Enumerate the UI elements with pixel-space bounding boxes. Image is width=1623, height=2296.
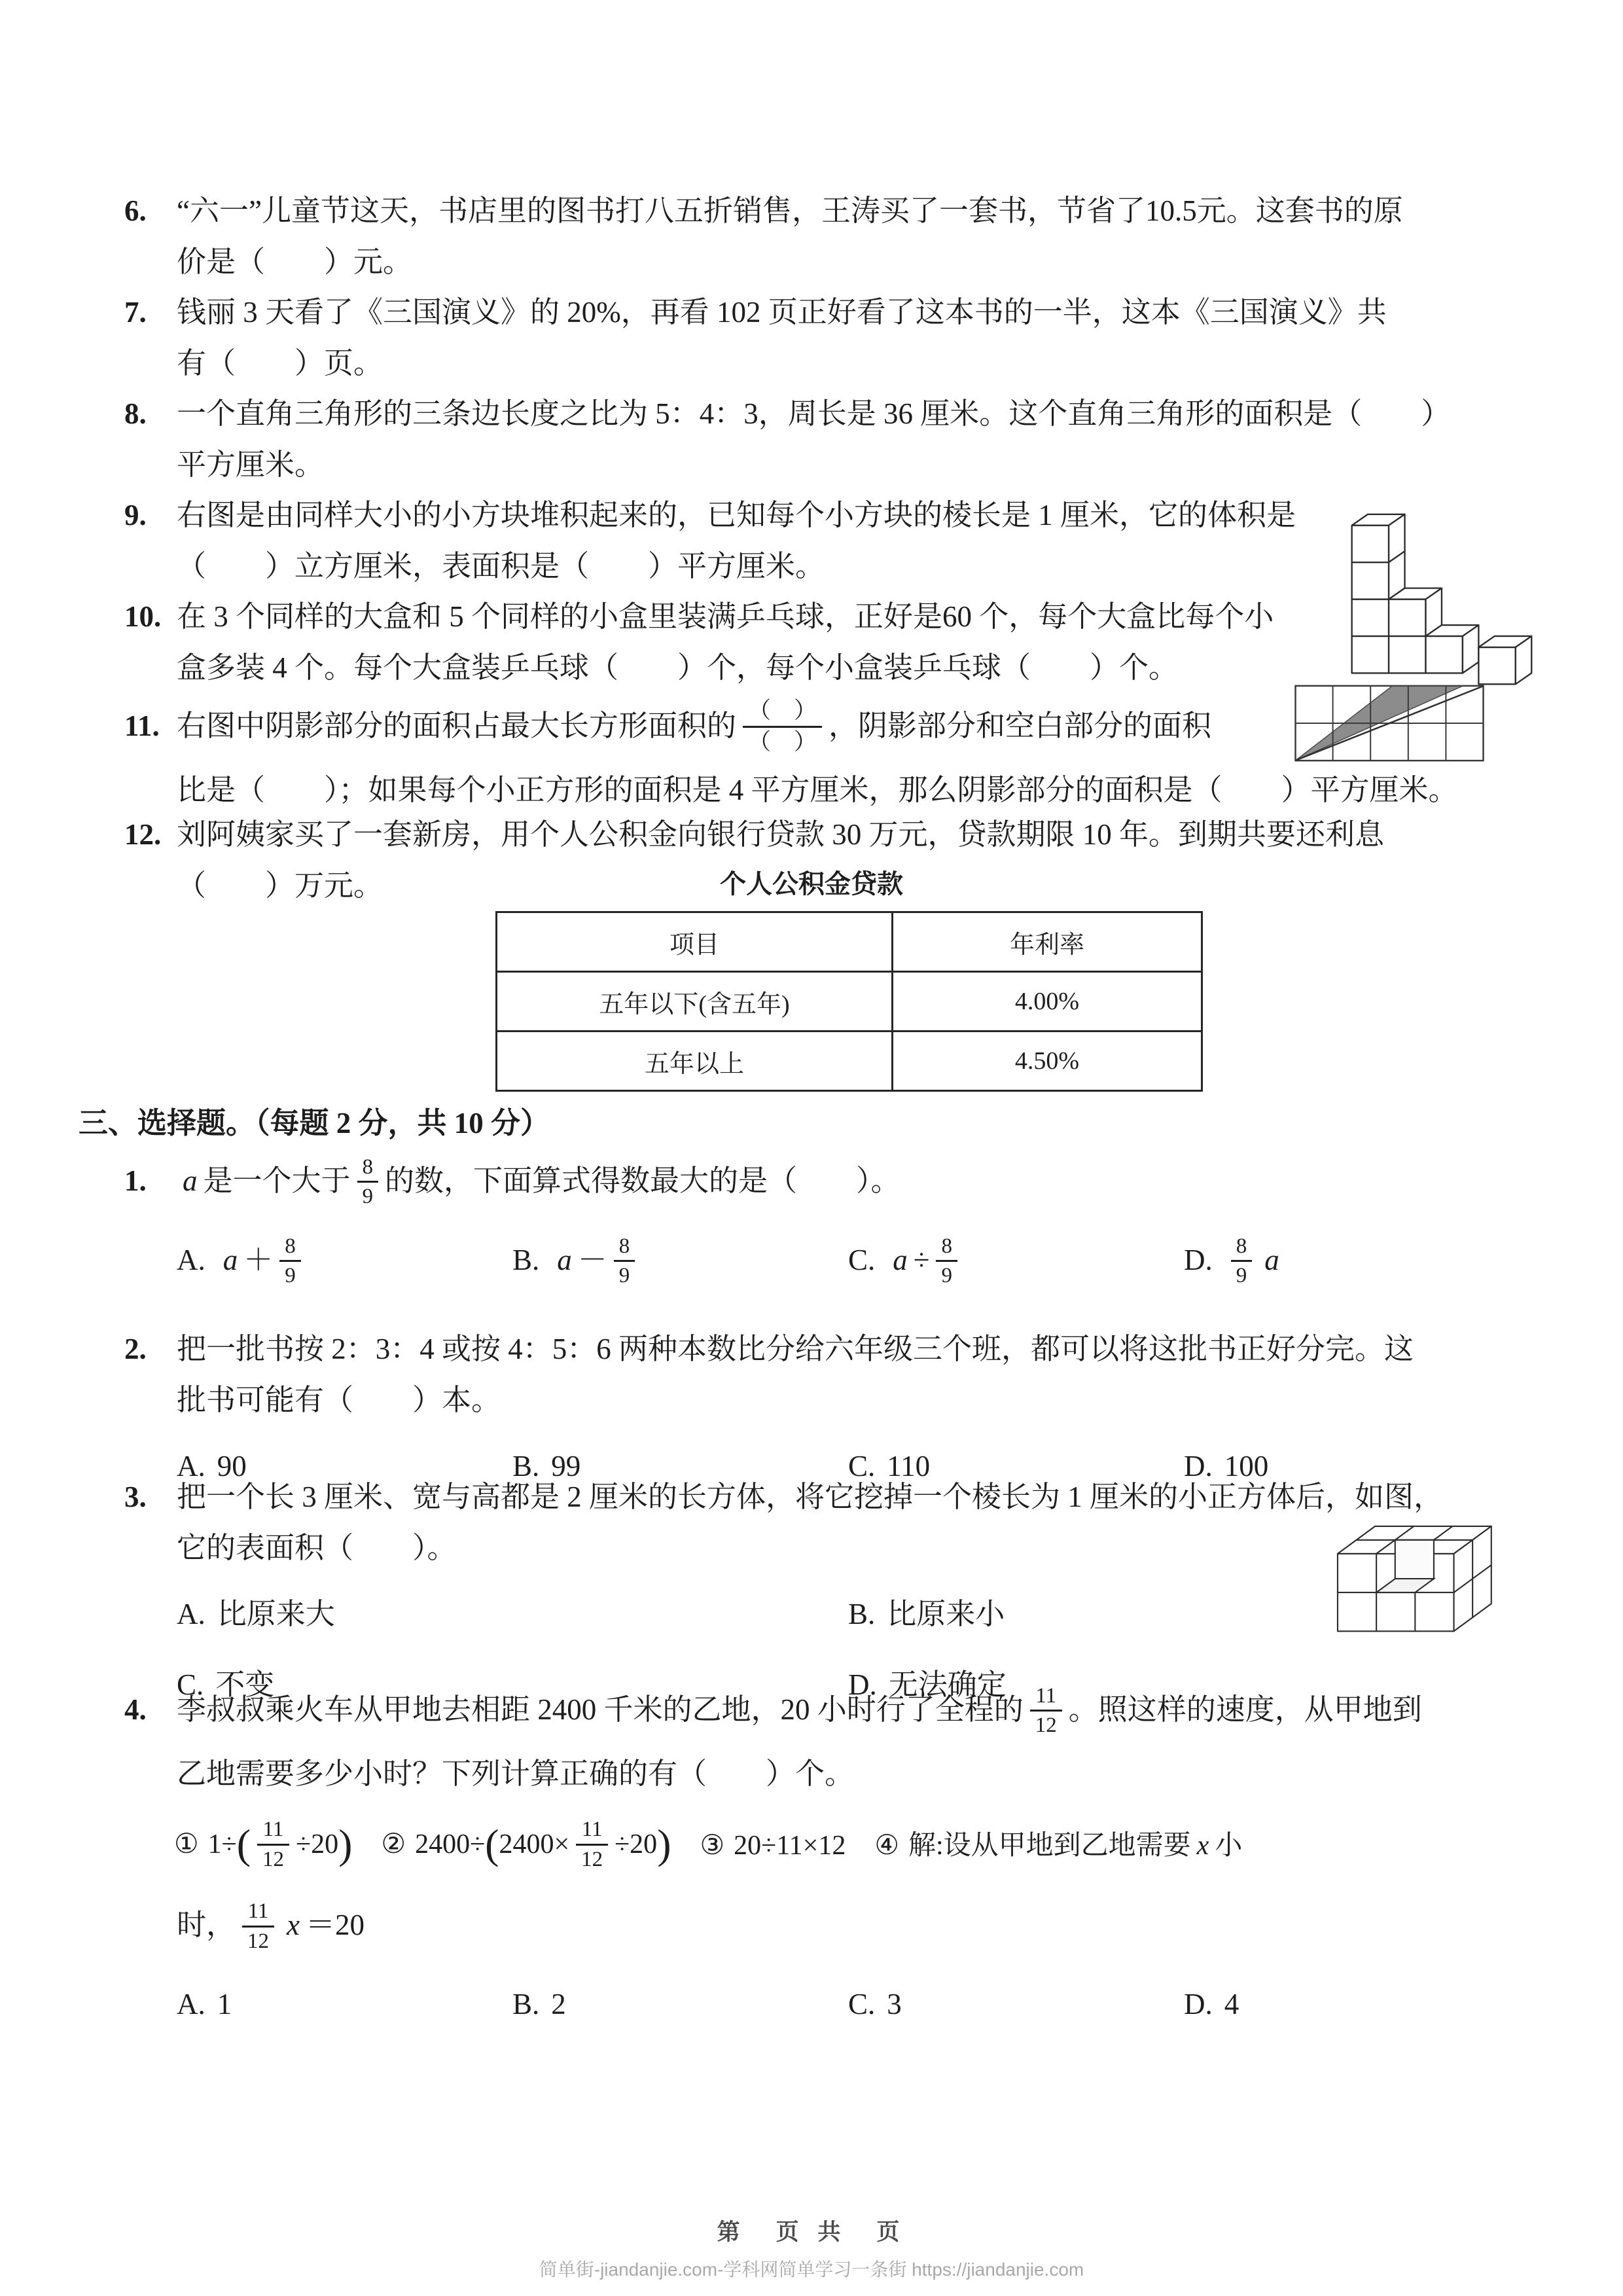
option-a: A. 比原来大 — [177, 1598, 335, 1630]
question-text: “六一”儿童节这天，书店里的图书打八五折销售，王涛买了一套书，节省了10.5元。这套书的原 — [177, 194, 1403, 227]
question-number: 9. — [124, 499, 147, 531]
fraction: $\frac{11}{12}$ — [1030, 1684, 1062, 1738]
loan-table-row — [497, 1031, 1202, 1091]
question-10 — [124, 591, 1335, 693]
question-text: 把一个长 3 厘米、宽与高都是 2 厘米的长方体，将它挖掉一个棱长为 1 厘米的小正方体后，如图， — [177, 1480, 1444, 1513]
question-text: 在 3 个同样的大盒和 5 个同样的小盒里装满乒乓球，正好是60 个，每个大盒比每个小 — [177, 600, 1274, 633]
question-text: ，阴影部分和空白部分的面积 — [829, 709, 1212, 742]
question-text: 平方厘米。 — [177, 448, 325, 481]
loan-table-header-item: 项目 — [497, 912, 893, 972]
left-paren: ( — [485, 1821, 499, 1868]
fraction: $\frac{11}{12}$ — [242, 1899, 274, 1953]
question-number: 2. — [124, 1333, 147, 1365]
option-c: C. 3 — [848, 1988, 902, 2021]
question-text: 是一个大于 — [203, 1164, 351, 1197]
loan-table — [495, 911, 1203, 1092]
question-text: 价是（ ）元。 — [177, 245, 413, 278]
question-text: 的数，下面算式得数最大的是（ ）。 — [385, 1164, 901, 1197]
options-row — [124, 1974, 1525, 2034]
question-line — [124, 591, 1335, 642]
fraction: $\frac{11}{12}$ — [257, 1818, 289, 1871]
math-variable: a — [183, 1164, 198, 1197]
question-line — [124, 1471, 1444, 1522]
question-text: 钱丽 3 天看了《三国演义》的 20%，再看 102 页正好看了这本书的一半，这本《三国演义》共 — [177, 296, 1387, 329]
right-paren: ) — [657, 1821, 671, 1868]
math-variable: a — [1264, 1244, 1279, 1276]
loan-rate: 4.00% — [893, 972, 1202, 1031]
option-d: D. 4 — [1184, 1988, 1240, 2021]
question-text: 。照这样的速度，从甲地到 — [1068, 1693, 1422, 1726]
option-b: B. 比原来小 — [848, 1598, 1005, 1630]
mc-question-1 — [124, 1142, 1525, 1290]
formula-4: ④ 解:设从甲地到乙地需要 x 小 — [874, 1830, 1243, 1861]
notched-cuboid-figure — [1336, 1498, 1530, 1635]
question-number: 8. — [124, 397, 147, 430]
formula-1: ① 1÷( $\frac{11}{12}$ ÷20) — [174, 1818, 353, 1871]
question-text: 李叔叔乘火车从甲地去相距 2400 千米的乙地，20 小时行了全程的 — [177, 1693, 1024, 1726]
formula-4-continuation: 时， $\frac{11}{12}$ x ＝20 — [177, 1899, 365, 1953]
loan-item: 五年以上 — [497, 1031, 893, 1091]
question-number: 7. — [124, 296, 147, 329]
fraction: $\frac{11}{12}$ — [576, 1818, 608, 1871]
question-number: 1. — [124, 1164, 147, 1197]
question-line — [124, 1142, 1525, 1219]
option-a: A. a ＋ $\frac{8}{9}$ — [177, 1230, 512, 1290]
question-text: 把一批书按 2：3：4 或按 4：5：6 两种本数比分给六年级三个班，都可以将这批书正好分完。这 — [177, 1333, 1414, 1365]
section-title: 三、选择题。（每题 2 分，共 10 分） — [79, 1107, 550, 1139]
fraction: $\frac{8}{9}$ — [936, 1234, 957, 1288]
fraction: $\frac{8}{9}$ — [279, 1234, 301, 1288]
loan-table-title: 个人公积金贷款 — [720, 869, 903, 899]
question-text: 盒多装 4 个。每个大盒装乒乓球（ ）个，每个小盒装乒乓球（ ）个。 — [177, 651, 1179, 684]
loan-table-header-rate: 年利率 — [893, 912, 1202, 972]
mc-question-4 — [124, 1671, 1525, 2034]
shaded-grid-figure — [1294, 685, 1484, 762]
question-line — [124, 287, 1525, 338]
question-text: 右图中阴影部分的面积占最大长方形面积的 — [177, 709, 737, 742]
options-row — [124, 1584, 1322, 1644]
question-number: 11. — [124, 709, 160, 742]
question-text: 右图是由同样大小的小方块堆积起来的，已知每个小方块的棱长是 1 厘米，它的体积是 — [177, 499, 1296, 531]
options-row — [124, 1230, 1525, 1290]
question-number: 12. — [124, 818, 162, 851]
question-text: 刘阿姨家买了一套新房，用个人公积金向银行贷款 30 万元，贷款期限 10 年。到期共要还利息 — [177, 818, 1385, 851]
option-a: A. 1 — [177, 1988, 232, 2021]
question-text: （ ）立方厘米，表面积是（ ）平方厘米。 — [177, 550, 825, 583]
option-d: D. 无法确定 — [848, 1668, 1007, 1701]
question-line — [124, 1323, 1525, 1374]
question-6 — [124, 185, 1525, 287]
loan-table-row — [497, 972, 1202, 1031]
blank-fraction: $\frac{( )}{( )}$ — [743, 698, 822, 755]
math-variable: x — [287, 1909, 300, 1942]
question-number: 4. — [124, 1693, 147, 1726]
left-paren: ( — [236, 1821, 251, 1868]
formula-row — [124, 1804, 1525, 1886]
formula-2: ② 2400÷(2400× $\frac{11}{12}$ ÷20) — [381, 1818, 671, 1871]
footer-site-link: 简单街-jiandanjie.com-学科网简单学习一条街 https://jiandanjie.com — [539, 2259, 1084, 2280]
right-paren: ) — [338, 1821, 353, 1868]
option-c: C. 不变 — [177, 1668, 275, 1701]
option-a: A. 90 — [177, 1450, 247, 1482]
question-text: 批书可能有（ ）本。 — [177, 1384, 501, 1416]
fraction: $\frac{8}{9}$ — [357, 1155, 379, 1209]
question-text: （ ）万元。 — [177, 869, 383, 902]
option-b: B. 99 — [512, 1450, 581, 1482]
loan-item: 五年以下(含五年) — [497, 972, 893, 1031]
question-line — [124, 1671, 1525, 1748]
math-variable: a — [893, 1244, 908, 1276]
footer-page-indicator: 第 页 共 页 — [717, 2219, 906, 2245]
question-7 — [124, 287, 1525, 389]
math-variable: x — [1196, 1830, 1209, 1861]
question-text: 它的表面积（ ）。 — [177, 1532, 457, 1564]
math-variable: a — [223, 1244, 238, 1276]
question-text: 乙地需要多少小时？下列计算正确的有（ ）个。 — [177, 1757, 855, 1790]
question-number: 3. — [124, 1480, 147, 1513]
question-text: 比是（ ）；如果每个小正方形的面积是 4 平方厘米，那么阴影部分的面积是（ ）平方厘米。 — [177, 774, 1458, 806]
question-9 — [124, 490, 1335, 592]
option-b: B. a － $\frac{8}{9}$ — [512, 1230, 848, 1290]
math-variable: a — [557, 1244, 572, 1276]
cube-stack-figure — [1348, 491, 1534, 688]
question-line — [124, 809, 1525, 860]
formula-3: ③ 20÷11×12 — [700, 1830, 846, 1861]
question-number: 6. — [124, 194, 147, 227]
question-line — [124, 388, 1525, 439]
loan-rate: 4.50% — [893, 1031, 1202, 1091]
mc-question-2 — [124, 1323, 1525, 1496]
fraction: $\frac{8}{9}$ — [1231, 1234, 1253, 1288]
question-line — [124, 185, 1525, 236]
option-d: D. 100 — [1184, 1450, 1269, 1482]
option-d: D. $\frac{8}{9}$ a — [1184, 1234, 1279, 1288]
loan-table-header-row — [497, 912, 1202, 972]
question-line — [124, 490, 1335, 541]
question-8 — [124, 388, 1525, 490]
question-number: 10. — [124, 600, 162, 633]
question-text: 有（ ）页。 — [177, 347, 383, 380]
option-c: C. 110 — [848, 1450, 931, 1482]
question-text: 一个直角三角形的三条边长度之比为 5：4：3，周长是 36 厘米。这个直角三角形的面积是（ ） — [177, 397, 1451, 430]
option-b: B. 2 — [512, 1988, 566, 2021]
fraction: $\frac{8}{9}$ — [614, 1234, 635, 1288]
option-c: C. a ÷ $\frac{8}{9}$ — [848, 1230, 1184, 1290]
